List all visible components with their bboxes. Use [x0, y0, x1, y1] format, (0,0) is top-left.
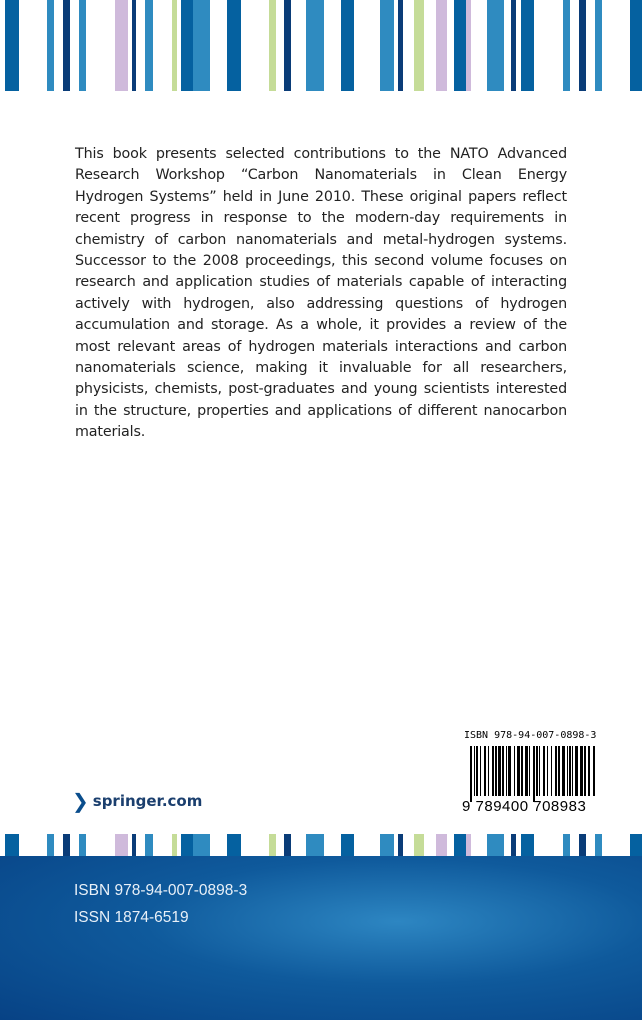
barcode-bar [514, 746, 515, 796]
stripe [454, 0, 466, 91]
barcode-bar [551, 746, 552, 796]
barcode-bar [502, 746, 504, 796]
stripe [487, 0, 504, 91]
barcode-bar [488, 746, 489, 796]
stripe [145, 834, 153, 856]
stripe [563, 834, 570, 856]
barcode-bar [584, 746, 586, 796]
barcode-bar [533, 746, 535, 802]
barcode-bar [593, 746, 595, 796]
stripe [630, 0, 642, 91]
barcode-bar [498, 746, 501, 796]
stripe [398, 0, 403, 91]
book-description: This book presents selected contributions to the NATO Advanced Research Workshop “Carbon Nanomaterials in Clean Energy Hydrogen Systems” held in June 2010. These original papers reflect recent progress in response to the modern-day requirements in chemistry of carbon nanomaterials and metal-hydrogen systems. Successor to the 2008 proceedings, this second volume focuses on research and application studies of materials capable of interacting actively with hydrogen, also addressing questions of hydrogen accumulation and storage. As a whole, it provides a review of the most relevant areas of hydrogen materials interactions and carbon nanomaterials science, making it invaluable for all researchers, physicists, chemists, post-graduates and young scientists interested in the structure, properties and applications of different nanocarbon materials. [75, 146, 567, 441]
barcode-bar [555, 746, 557, 796]
barcode-bar [492, 746, 494, 796]
stripe [630, 834, 642, 856]
stripe [132, 834, 136, 856]
publisher-link[interactable] [72, 791, 202, 811]
stripe [563, 0, 570, 91]
stripe [63, 834, 70, 856]
barcode-bar [562, 746, 565, 796]
stripe [306, 0, 324, 91]
barcode-bar [484, 746, 486, 796]
stripe [115, 834, 128, 856]
barcode-bar [588, 746, 590, 796]
barcode-bar [470, 746, 472, 802]
stripe [181, 0, 193, 91]
stripe [284, 0, 291, 91]
stripe [172, 834, 177, 856]
stripe [380, 834, 394, 856]
barcode-bar [506, 746, 507, 796]
chevron-right-icon: ❯ [72, 789, 89, 813]
stripe [269, 834, 276, 856]
barcode-bar [567, 746, 568, 796]
barcode-bar [536, 746, 538, 796]
publisher-url: springer.com [92, 792, 203, 810]
barcode-bar [474, 746, 475, 796]
stripe [436, 0, 447, 91]
stripe [398, 834, 403, 856]
stripe [79, 834, 86, 856]
stripe [380, 0, 394, 91]
stripe [521, 834, 534, 856]
stripe [487, 834, 504, 856]
stripe [511, 834, 516, 856]
stripe [181, 834, 193, 856]
barcode-bar [508, 746, 511, 796]
stripe [306, 834, 324, 856]
stripe [466, 834, 471, 856]
barcode-bar [525, 746, 528, 796]
stripe [5, 834, 19, 856]
barcode-bar [580, 746, 583, 796]
barcode-bar [495, 746, 497, 796]
stripe [454, 834, 466, 856]
stripe [284, 834, 291, 856]
barcode-bar [547, 746, 548, 796]
stripe [115, 0, 128, 91]
stripe [227, 0, 241, 91]
stripe [511, 0, 516, 91]
stripe [193, 834, 210, 856]
bottom-stripe-pattern [0, 834, 642, 856]
stripe [227, 834, 241, 856]
stripe [47, 834, 54, 856]
barcode-bar [529, 746, 530, 796]
barcode-bar [476, 746, 478, 796]
stripe [47, 0, 54, 91]
stripe [172, 0, 177, 91]
isbn-barcode [470, 746, 598, 802]
stripe [414, 0, 424, 91]
barcode-bar [572, 746, 573, 796]
stripe [269, 0, 276, 91]
stripe [521, 0, 534, 91]
stripe [466, 0, 471, 91]
footer-band [0, 856, 642, 1020]
stripe [595, 834, 602, 856]
stripe [436, 834, 447, 856]
stripe [579, 0, 586, 91]
top-stripe-pattern [0, 0, 642, 91]
barcode-bar [569, 746, 571, 796]
stripe [63, 0, 70, 91]
stripe [414, 834, 424, 856]
footer-issn: ISSN 1874-6519 [74, 909, 189, 926]
stripe [132, 0, 136, 91]
barcode-digits: 9 789400 708983 [462, 798, 587, 815]
stripe [193, 0, 210, 91]
stripe [79, 0, 86, 91]
stripe [595, 0, 602, 91]
footer-isbn: ISBN 978-94-007-0898-3 [74, 882, 248, 899]
barcode-bar [521, 746, 523, 796]
barcode-bar [480, 746, 481, 796]
barcode-bar [575, 746, 578, 796]
stripe [145, 0, 153, 91]
stripe [341, 834, 354, 856]
barcode-isbn-label: ISBN 978-94-007-0898-3 [464, 730, 597, 741]
barcode-bar [517, 746, 520, 796]
barcode-bar [558, 746, 560, 796]
stripe [5, 0, 19, 91]
barcode-bar [543, 746, 545, 796]
stripe [341, 0, 354, 91]
barcode-bar [539, 746, 540, 796]
stripe [579, 834, 586, 856]
